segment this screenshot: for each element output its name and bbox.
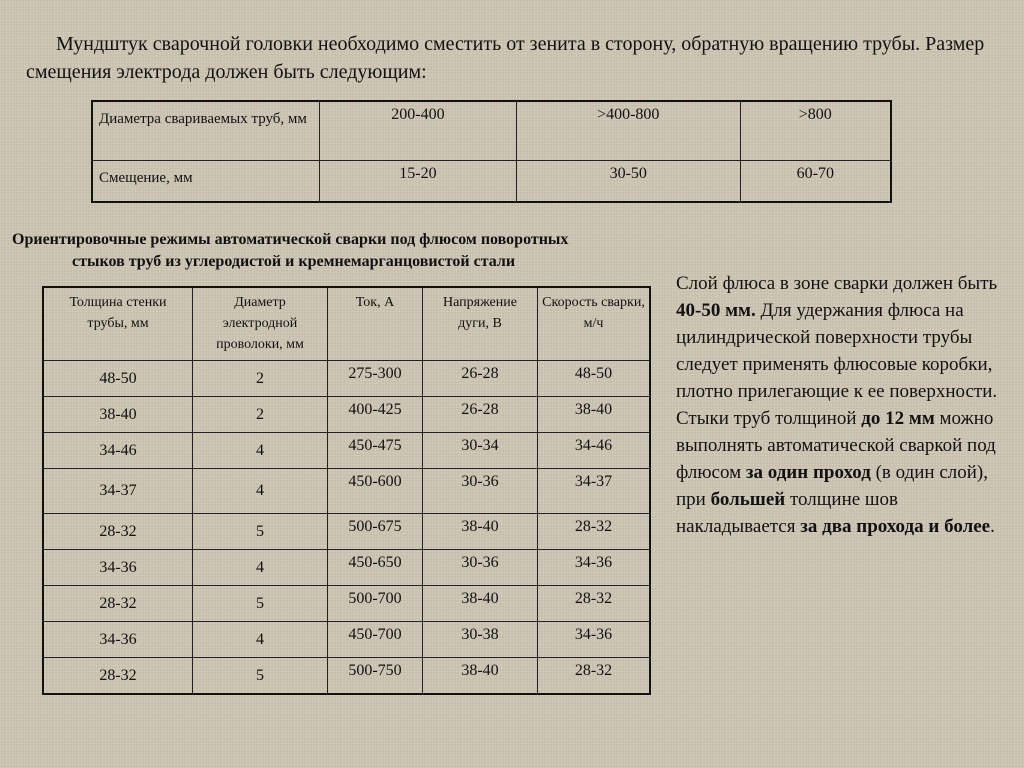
cell-wire-diameter: 5 — [193, 658, 328, 695]
note-emphasis: за один проход — [745, 462, 871, 483]
note-emphasis: 40-50 мм. — [676, 300, 756, 321]
table-row — [43, 658, 650, 695]
note-text: можно выполнять автоматической сваркой под флюсом — [676, 408, 996, 483]
cell-welding-speed: 28-32 — [538, 658, 651, 695]
table-cell: >400-800 — [516, 101, 740, 161]
cell-wire-diameter: 4 — [193, 469, 328, 514]
cell-arc-voltage: 38-40 — [423, 586, 538, 622]
cell-wall-thickness: 34-46 — [43, 433, 193, 469]
cell-welding-speed: 48-50 — [538, 361, 651, 397]
note-emphasis: до 12 мм — [861, 408, 935, 429]
intro-text: Мундштук сварочной головки необходимо сместить от зенита в сторону, обратную вращению трубы. Размер смещения электрода должен быть следующим: — [26, 33, 985, 83]
cell-wall-thickness: 34-36 — [43, 550, 193, 586]
cell-wire-diameter: 5 — [193, 586, 328, 622]
cell-welding-speed: 34-46 — [538, 433, 651, 469]
table-row — [43, 397, 650, 433]
table-row — [92, 101, 891, 161]
offset-row-label: Смещение, мм — [92, 161, 320, 203]
cell-wall-thickness: 48-50 — [43, 361, 193, 397]
note-text: толщине шов накладывается — [676, 489, 899, 537]
table-cell: 30-50 — [516, 161, 740, 203]
cell-current: 500-675 — [328, 514, 423, 550]
cell-welding-speed: 28-32 — [538, 586, 651, 622]
cell-wall-thickness: 38-40 — [43, 397, 193, 433]
modes-title-line2: стыков труб из углеродистой и кремнемарганцовистой стали — [72, 253, 516, 270]
cell-arc-voltage: 38-40 — [423, 658, 538, 695]
table-row — [43, 433, 650, 469]
column-header-current: Ток, А — [328, 287, 423, 361]
table-row — [43, 514, 650, 550]
table-cell: 15-20 — [320, 161, 517, 203]
cell-wall-thickness: 34-37 — [43, 469, 193, 514]
column-header-wire-diameter: Диаметр электродной проволоки, мм — [193, 287, 328, 361]
cell-welding-speed: 34-36 — [538, 622, 651, 658]
modes-title — [12, 229, 722, 273]
cell-arc-voltage: 30-34 — [423, 433, 538, 469]
cell-arc-voltage: 26-28 — [423, 361, 538, 397]
table-cell: >800 — [740, 101, 891, 161]
table-cell: 200-400 — [320, 101, 517, 161]
cell-wall-thickness: 28-32 — [43, 586, 193, 622]
table-row — [92, 161, 891, 203]
cell-wire-diameter: 4 — [193, 622, 328, 658]
cell-welding-speed: 38-40 — [538, 397, 651, 433]
cell-current: 500-700 — [328, 586, 423, 622]
cell-arc-voltage: 30-36 — [423, 550, 538, 586]
table-row — [43, 586, 650, 622]
diameter-row-label: Диаметра свариваемых труб, мм — [92, 101, 320, 161]
cell-wire-diameter: 4 — [193, 550, 328, 586]
cell-current: 450-600 — [328, 469, 423, 514]
cell-wire-diameter: 2 — [193, 361, 328, 397]
column-header-welding-speed: Скорость сварки, м/ч — [538, 287, 651, 361]
cell-current: 500-750 — [328, 658, 423, 695]
note-emphasis: за два прохода и более — [800, 516, 991, 537]
table-row — [43, 361, 650, 397]
note-text: . — [990, 516, 995, 537]
note-text: Слой флюса в зоне сварки должен быть — [676, 273, 998, 294]
cell-wire-diameter: 5 — [193, 514, 328, 550]
table-row — [43, 622, 650, 658]
cell-wire-diameter: 4 — [193, 433, 328, 469]
cell-wire-diameter: 2 — [193, 397, 328, 433]
modes-title-line1: Ориентировочные режимы автоматической сварки под флюсом поворотных — [12, 231, 569, 248]
cell-wall-thickness: 34-36 — [43, 622, 193, 658]
cell-wall-thickness: 28-32 — [43, 514, 193, 550]
electrode-offset-table — [91, 100, 892, 203]
cell-welding-speed: 34-37 — [538, 469, 651, 514]
cell-arc-voltage: 30-38 — [423, 622, 538, 658]
cell-current: 400-425 — [328, 397, 423, 433]
cell-current: 450-650 — [328, 550, 423, 586]
cell-arc-voltage: 26-28 — [423, 397, 538, 433]
note-emphasis: большей — [710, 489, 786, 510]
table-cell: 60-70 — [740, 161, 891, 203]
cell-current: 450-700 — [328, 622, 423, 658]
cell-arc-voltage: 38-40 — [423, 514, 538, 550]
intro-paragraph — [26, 30, 986, 86]
table-header-row — [43, 287, 650, 361]
table-row — [43, 550, 650, 586]
cell-welding-speed: 28-32 — [538, 514, 651, 550]
cell-current: 275-300 — [328, 361, 423, 397]
note-text: (в один слой), при — [676, 462, 989, 510]
cell-wall-thickness: 28-32 — [43, 658, 193, 695]
table-row — [43, 469, 650, 514]
welding-modes-table — [42, 286, 651, 695]
cell-welding-speed: 34-36 — [538, 550, 651, 586]
column-header-wall-thickness: Толщина стенки трубы, мм — [43, 287, 193, 361]
note-text: Для удержания флюса на цилиндрической поверхности трубы следует применять флюсовые коробки, плотно прилегающие к ее поверхности. Стыки труб толщиной — [676, 300, 998, 429]
column-header-arc-voltage: Напряжение дуги, В — [423, 287, 538, 361]
cell-arc-voltage: 30-36 — [423, 469, 538, 514]
cell-current: 450-475 — [328, 433, 423, 469]
flux-notes — [676, 270, 1006, 540]
